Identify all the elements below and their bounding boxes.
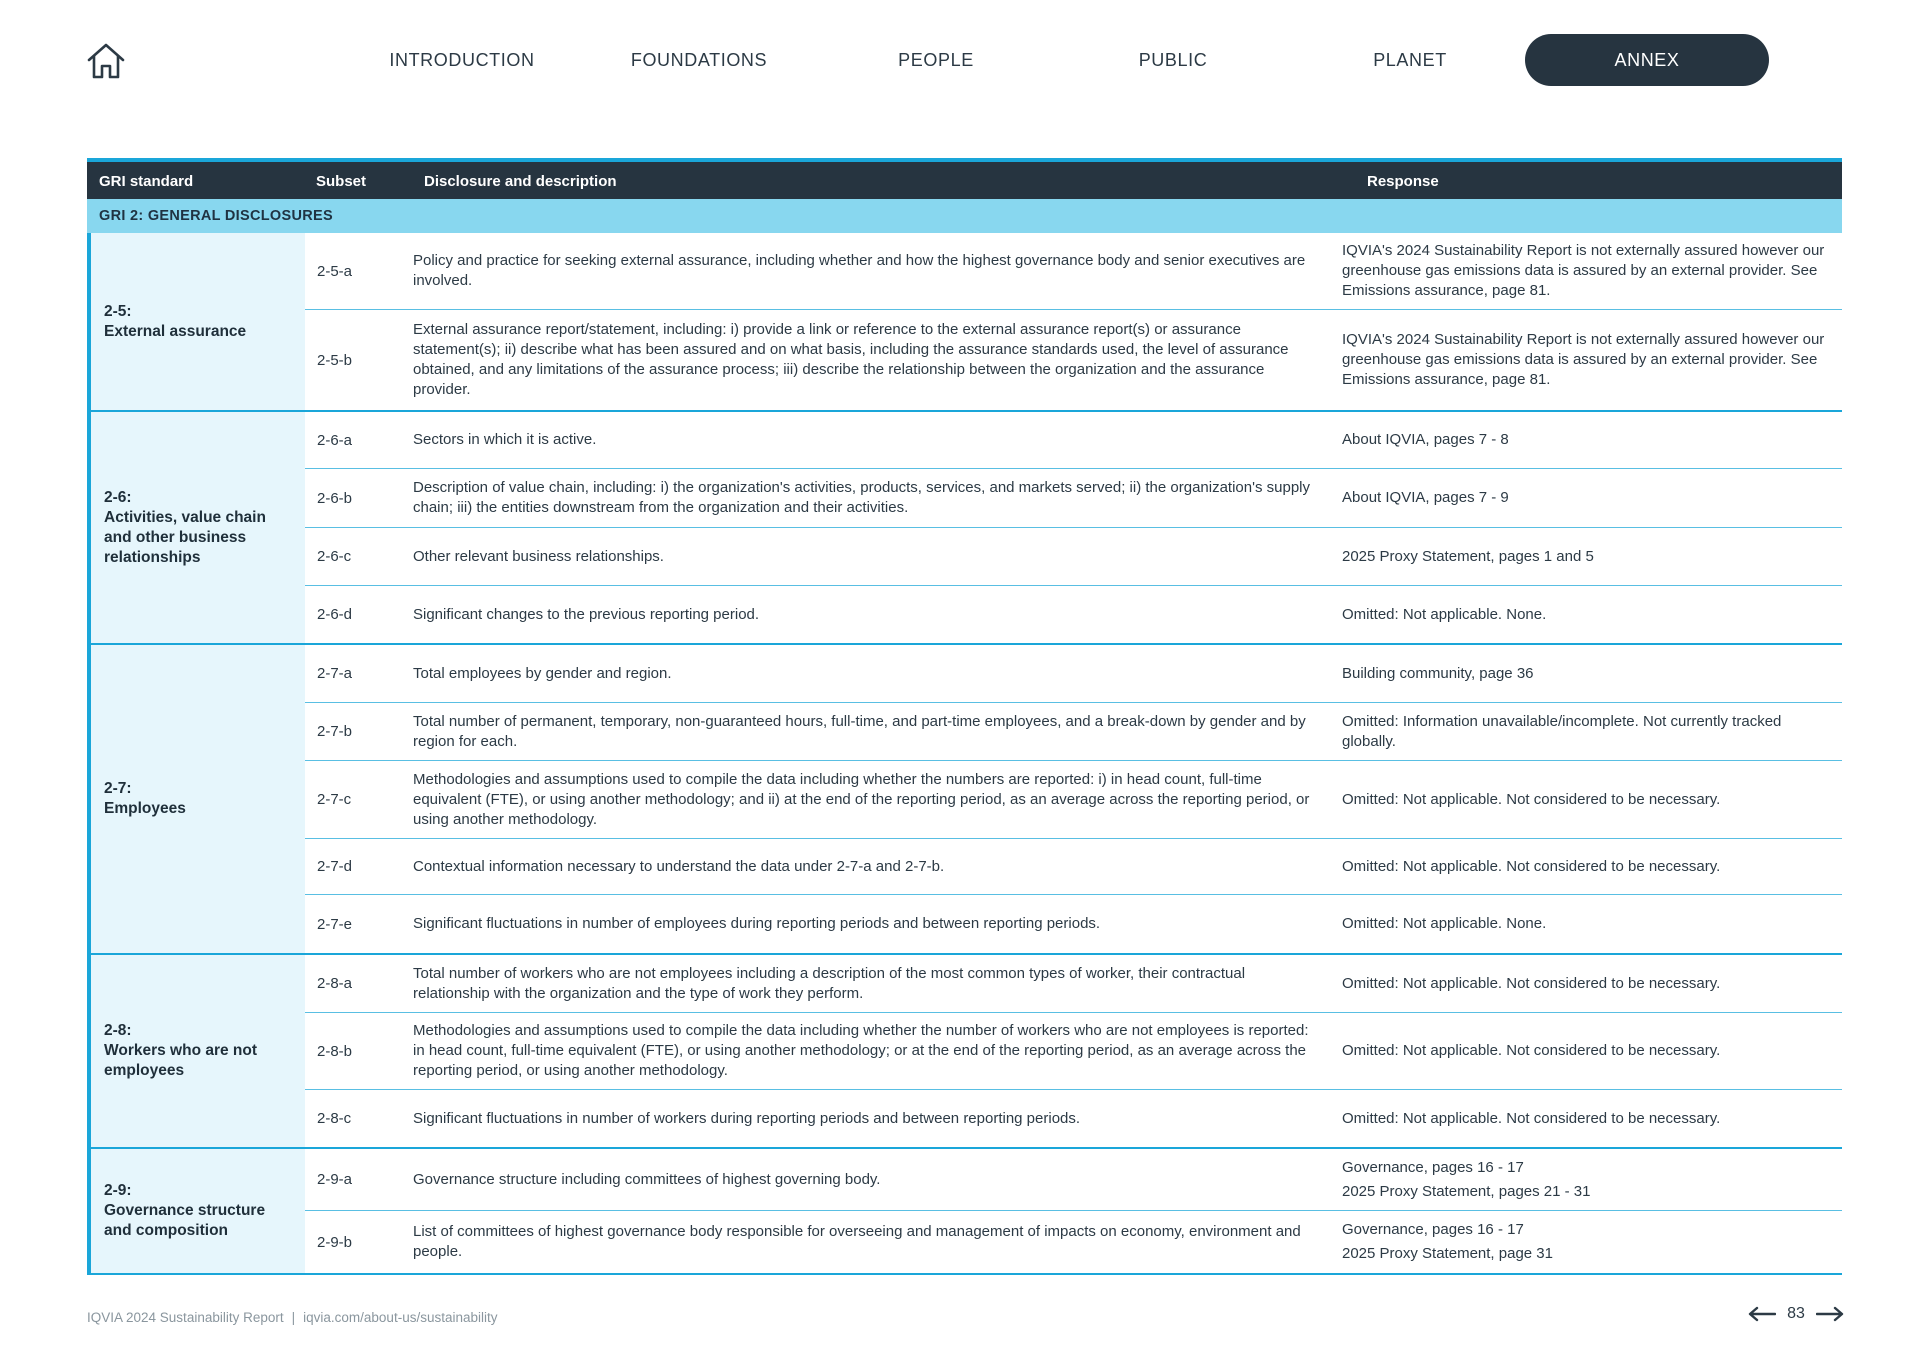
gri-standard-cell [87, 645, 305, 953]
disclosure-group [87, 955, 1842, 1149]
response-cell [1342, 1109, 1842, 1129]
response-line: Omitted: Not applicable. Not considered to be necessary. [1342, 1042, 1721, 1059]
response-cell [1342, 974, 1842, 994]
disclosure-cell: Total employees by gender and region. [413, 664, 672, 682]
disclosure-cell: Methodologies and assumptions used to compile the data including whether the number of workers who are not employees is reported: in head count, full-time equivalent (FTE), or using another methodology; or at the end of the reporting period, as an average across the reporting period, or using another methodology. [413, 1022, 1309, 1079]
subset-cell: 2-6-d [317, 606, 353, 623]
table-row [305, 233, 1842, 310]
subset-cell: 2-6-b [317, 489, 353, 507]
subset-cell: 2-8-b [317, 1042, 353, 1060]
gri-standard-cell [87, 233, 305, 410]
gri-standard-title: Governance structure and composition [104, 1202, 266, 1239]
disclosure-cell: Contextual information necessary to understand the data under 2-7-a and 2-7-b. [413, 857, 945, 875]
response-line: Omitted: Not applicable. Not considered to be necessary. [1342, 1109, 1721, 1127]
response-cell [1342, 1041, 1842, 1061]
header-disclosure: Disclosure and description [424, 173, 617, 190]
disclosure-cell: Methodologies and assumptions used to compile the data including whether the numbers are reported: i) in head count, full-time equivalent (FTE), or using another methodology; and ii) at the end of the reporting period, as an average across the reporting period, or using another methodology. [413, 770, 1310, 828]
top-navigation [0, 34, 1920, 86]
response-line: Omitted: Information unavailable/incomplete. Not currently tracked globally. [1342, 712, 1782, 750]
group-rows [305, 412, 1842, 643]
footer-report-name: IQVIA 2024 Sustainability Report [87, 1310, 284, 1325]
nav-people[interactable]: PEOPLE [898, 49, 974, 70]
disclosure-cell: Governance structure including committees of highest governing body. [413, 1170, 881, 1188]
disclosure-groups [87, 233, 1842, 1275]
table-row [305, 703, 1842, 761]
response-cell [1342, 712, 1842, 752]
table-row [305, 310, 1842, 410]
nav-foundations[interactable]: FOUNDATIONS [630, 49, 768, 70]
gri-standard-title: Activities, value chain and other business relationships [104, 508, 266, 566]
header-gri-standard: GRI standard [99, 173, 194, 190]
disclosure-cell: External assurance report/statement, including: i) provide a link or reference to the external assurance report(s) or assurance statement(s); ii) describe what has been assured and on what basis, including the assurance standards used, the level of assurance obtained, and any limitations of the assurance process; iii) describe the relationship between the organization and the assurance provider. [413, 321, 1289, 398]
gri-standard-cell [87, 1149, 305, 1273]
gri-standard-code: 2-8: [104, 1022, 132, 1039]
nav-public[interactable]: PUBLIC [1138, 49, 1208, 70]
header-response: Response [1367, 173, 1439, 190]
disclosure-cell: Policy and practice for seeking external assurance, including whether and how the highest governance body and senior executives are involved. [413, 252, 1306, 289]
response-line: Omitted: Not applicable. None. [1342, 605, 1547, 623]
response-cell [1342, 664, 1842, 684]
gri-standard-title: Employees [104, 800, 186, 817]
subset-cell: 2-7-b [317, 723, 353, 740]
response-line: 2025 Proxy Statement, pages 21 - 31 [1342, 1182, 1591, 1200]
disclosure-cell: List of committees of highest governance body responsible for overseeing and management of impacts on economy, environment and people. [413, 1223, 1301, 1260]
disclosure-cell: Total number of permanent, temporary, non-guaranteed hours, full-time, and part-time employees, and a break-down by gender and by region for each. [413, 712, 1306, 750]
group-rows [305, 645, 1842, 953]
gri-standard-title: Workers who are not employees [104, 1042, 258, 1079]
disclosure-group [87, 1149, 1842, 1275]
subset-cell: 2-7-c [317, 791, 352, 808]
gri-standard-code: 2-6: [104, 488, 132, 506]
subset-cell: 2-9-b [317, 1233, 353, 1251]
nav-annex[interactable]: ANNEX [1525, 34, 1769, 86]
response-cell [1342, 241, 1842, 301]
section-title: GRI 2: GENERAL DISCLOSURES [87, 199, 1842, 233]
subset-cell: 2-6-c [317, 548, 352, 565]
response-line: Governance, pages 16 - 17 [1342, 1221, 1524, 1238]
gri-standard-code: 2-7: [104, 780, 132, 797]
nav-planet[interactable]: PLANET [1373, 49, 1447, 70]
response-cell [1342, 790, 1842, 810]
subset-cell: 2-7-a [317, 665, 353, 682]
nav-introduction[interactable]: INTRODUCTION [389, 49, 535, 70]
footer-credit [87, 1310, 498, 1325]
table-header [87, 162, 1842, 199]
response-line: IQVIA's 2024 Sustainability Report is not externally assured however our greenhouse gas emissions data is assured by an external provider. See Emissions assurance, page 81. [1342, 331, 1825, 388]
disclosure-cell: Significant fluctuations in number of workers during reporting periods and between reporting periods. [413, 1109, 1081, 1127]
footer-separator: | [291, 1310, 296, 1325]
table-row [305, 955, 1842, 1013]
gri-standard-title: External assurance [104, 322, 247, 340]
subset-cell: 2-7-d [317, 858, 353, 875]
table-row [305, 895, 1842, 953]
response-line: Omitted: Not applicable. None. [1342, 915, 1547, 932]
table-row [305, 528, 1842, 586]
gri-standard-code: 2-5: [104, 302, 132, 320]
subset-cell: 2-9-a [317, 1171, 353, 1188]
response-line: IQVIA's 2024 Sustainability Report is not externally assured however our greenhouse gas emissions data is assured by an external provider. See Emissions assurance, page 81. [1342, 242, 1825, 299]
header-subset: Subset [316, 173, 367, 190]
response-cell [1342, 1158, 1842, 1202]
gri-disclosure-table [87, 158, 1842, 1275]
group-rows [305, 233, 1842, 410]
response-line: Building community, page 36 [1342, 664, 1534, 682]
response-cell [1342, 1220, 1842, 1264]
table-row [305, 1211, 1842, 1273]
disclosure-group [87, 412, 1842, 645]
subset-cell: 2-5-a [317, 262, 353, 280]
subset-cell: 2-8-c [317, 1110, 352, 1127]
response-line: Omitted: Not applicable. Not considered to be necessary. [1342, 857, 1721, 875]
response-line: About IQVIA, pages 7 - 8 [1342, 431, 1509, 448]
page-navigation [1748, 1300, 1844, 1328]
table-row [305, 412, 1842, 469]
response-line: Omitted: Not applicable. Not considered to be necessary. [1342, 790, 1721, 808]
disclosure-cell: Sectors in which it is active. [413, 431, 597, 448]
response-cell [1342, 914, 1842, 934]
subset-cell: 2-8-a [317, 975, 353, 992]
disclosure-cell: Total number of workers who are not employees including a description of the most common types of worker, their contractual relationship with the organization and the type of work they perform. [413, 964, 1246, 1002]
gri-standard-code: 2-9: [104, 1182, 132, 1199]
table-row [305, 839, 1842, 895]
disclosure-cell: Description of value chain, including: i) the organization's activities, products, services, and markets served; ii) the organization's supply chain; iii) the entities downstream from the organization and their activities. [413, 479, 1310, 516]
table-row [305, 1149, 1842, 1211]
response-line: Governance, pages 16 - 17 [1342, 1158, 1524, 1176]
group-rows [305, 1149, 1842, 1273]
disclosure-cell: Significant changes to the previous reporting period. [413, 605, 760, 623]
response-line: 2025 Proxy Statement, page 31 [1342, 1245, 1553, 1262]
subset-cell: 2-6-a [317, 431, 353, 449]
previous-page-arrow-icon[interactable] [1748, 1306, 1776, 1322]
disclosure-cell: Other relevant business relationships. [413, 547, 664, 565]
response-cell [1342, 488, 1842, 508]
table-row [305, 586, 1842, 643]
response-line: Omitted: Not applicable. Not considered to be necessary. [1342, 974, 1721, 992]
table-row [305, 761, 1842, 839]
next-page-arrow-icon[interactable] [1816, 1306, 1844, 1322]
subset-cell: 2-5-b [317, 351, 353, 369]
table-row [305, 469, 1842, 528]
response-cell [1342, 605, 1842, 625]
response-line: 2025 Proxy Statement, pages 1 and 5 [1342, 547, 1594, 565]
response-cell [1342, 857, 1842, 877]
subset-cell: 2-7-e [317, 915, 353, 933]
gri-standard-cell [87, 955, 305, 1147]
group-rows [305, 955, 1842, 1147]
table-row [305, 645, 1842, 703]
response-cell [1342, 330, 1842, 390]
disclosure-cell: Significant fluctuations in number of employees during reporting periods and between reporting periods. [413, 915, 1101, 932]
response-line: About IQVIA, pages 7 - 9 [1342, 489, 1509, 506]
page-number: 83 [1787, 1305, 1805, 1322]
footer-url[interactable]: iqvia.com/about-us/sustainability [303, 1310, 498, 1325]
table-row [305, 1013, 1842, 1090]
response-cell [1342, 430, 1842, 450]
response-cell [1342, 547, 1842, 567]
gri-standard-cell [87, 412, 305, 643]
disclosure-group [87, 645, 1842, 955]
disclosure-group [87, 233, 1842, 412]
table-row [305, 1090, 1842, 1147]
